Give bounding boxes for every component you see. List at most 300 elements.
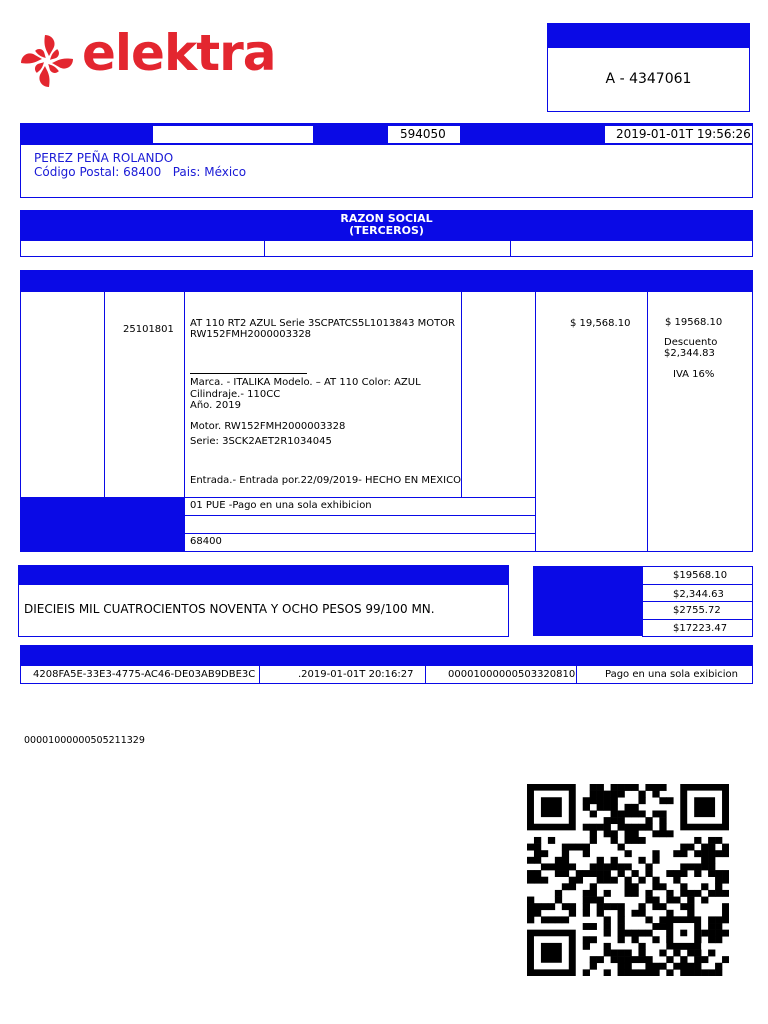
qr-module [527,897,534,904]
qr-module [590,784,597,791]
qr-module [708,930,715,937]
qr-module [618,817,625,824]
qr-module [583,903,590,910]
item-descuento-value: $2,344.83 [664,348,715,359]
qr-module [597,857,604,864]
qr-module [631,910,638,917]
qr-module [583,824,590,831]
qr-module [631,930,638,937]
qr-module [534,870,541,877]
qr-module [715,890,722,897]
qr-module [701,969,708,976]
qr-module [597,791,604,798]
qr-module [659,950,666,957]
qr-module [597,870,604,877]
qr-module [562,857,569,864]
qr-module [708,870,715,877]
qr-module [722,870,729,877]
qr-module [597,784,604,791]
qr-module [680,903,687,910]
qr-module [722,890,729,897]
qr-module [666,830,673,837]
total-discount: $2,344.63 [673,589,724,600]
qr-module [604,870,611,877]
qr-module [631,830,638,837]
qr-module [715,877,722,884]
qr-module [534,910,541,917]
qr-module [583,797,590,804]
qr-module [618,956,625,963]
qr-module [638,943,645,950]
qr-module [541,850,548,857]
qr-module [652,877,659,884]
qr-module [645,890,652,897]
qr-module [687,890,694,897]
qr-module [708,890,715,897]
total-iva: $2755.72 [673,605,721,616]
qr-module [631,824,638,831]
qr-module [597,956,604,963]
payment-postal-row [184,533,536,552]
qr-module [694,850,701,857]
qr-module [562,916,569,923]
amount-words-bar [18,565,509,585]
qr-module [652,883,659,890]
total-row-total [642,619,753,637]
item-motor: Motor. RW152FMH2000003328 [190,421,346,432]
header-row-number: 594050 [400,127,446,141]
items-col-qty [461,291,536,498]
stamp-certificate: 00001000000503320810 [448,669,576,680]
qr-module [555,916,562,923]
qr-module [611,817,618,824]
qr-module [645,817,652,824]
qr-module [652,903,659,910]
qr-module [652,897,659,904]
qr-module [548,837,555,844]
qr-module [618,916,625,923]
qr-module [611,837,618,844]
qr-module [590,870,597,877]
sat-certificate: 00001000000505211329 [24,735,145,746]
qr-module [527,857,534,864]
qr-module [611,877,618,884]
qr-module [562,844,569,851]
qr-module [590,883,597,890]
qr-module [659,916,666,923]
qr-module [631,837,638,844]
qr-module [618,930,625,937]
totals-label-bar [533,566,643,636]
qr-module [708,837,715,844]
qr-module [715,969,722,976]
qr-module [652,969,659,976]
qr-module [597,824,604,831]
folio-number: A - 4347061 [605,71,692,87]
qr-module [618,969,625,976]
qr-module [611,863,618,870]
qr-module [701,883,708,890]
qr-module [555,890,562,897]
qr-module [659,797,666,804]
qr-module [562,903,569,910]
qr-module [638,877,645,884]
qr-module [618,910,625,917]
qr-module [652,850,659,857]
items-col-code [104,291,185,498]
qr-module [576,870,583,877]
qr-module [673,870,680,877]
qr-module [645,930,652,937]
qr-module [715,923,722,930]
qr-module [555,870,562,877]
qr-module [708,936,715,943]
qr-module [611,810,618,817]
qr-module [659,810,666,817]
qr-module [604,950,611,957]
header-row-datetime-field [604,125,753,144]
qr-module [618,903,625,910]
elektra-swirl-icon [18,32,76,90]
qr-module [548,903,555,910]
qr-module [659,923,666,930]
qr-module [590,830,597,837]
folio-box [547,47,750,112]
qr-module [583,943,590,950]
qr-module [722,850,729,857]
qr-module [597,877,604,884]
total-subtotal: $19568.10 [673,570,728,581]
total-row-subtotal [642,566,753,585]
qr-module [638,857,645,864]
qr-module [638,837,645,844]
qr-module [611,791,618,798]
qr-module [604,791,611,798]
qr-module [618,936,625,943]
qr-module [638,824,645,831]
qr-module [569,844,576,851]
qr-module [680,963,687,970]
qr-module [534,877,541,884]
qr-module [625,837,632,844]
qr-module [590,890,597,897]
qr-module [597,897,604,904]
qr-module [527,870,534,877]
qr-module [611,956,618,963]
qr-module [604,877,611,884]
qr-module [715,883,722,890]
qr-module [625,883,632,890]
qr-module [659,817,666,824]
qr-module [687,963,694,970]
qr-module [541,877,548,884]
qr-module [631,969,638,976]
qr-module [715,936,722,943]
qr-module [694,837,701,844]
qr-module [708,923,715,930]
qr-module [701,857,708,864]
qr-module [611,950,618,957]
qr-module [611,903,618,910]
qr-module [583,870,590,877]
qr-module [604,969,611,976]
qr-module [694,863,701,870]
stamp-date-field [259,665,426,684]
qr-module [625,963,632,970]
qr-module [625,969,632,976]
qr-module [631,870,638,877]
item-description-1: AT 110 RT2 AZUL Serie 3SCPATCS5L1013843 MOTOR [190,318,456,329]
qr-module [687,897,694,904]
qr-module [638,810,645,817]
qr-module [604,930,611,937]
qr-module [645,916,652,923]
razon-social-cell-2 [264,240,511,257]
qr-module [555,897,562,904]
qr-module [548,916,555,923]
description-divider [190,373,307,374]
qr-module [590,837,597,844]
qr-module [527,877,534,884]
customer-postal-line: Código Postal: 68400 Pais: México [34,165,247,179]
qr-module [618,963,625,970]
qr-module [590,863,597,870]
qr-module [687,969,694,976]
qr-module [715,850,722,857]
qr-module [701,863,708,870]
qr-module [722,910,729,917]
item-anio: Año. 2019 [190,400,241,411]
qr-module [527,903,534,910]
qr-module [715,916,722,923]
qr-module [701,844,708,851]
qr-module [708,863,715,870]
qr-module [722,844,729,851]
qr-module [694,956,701,963]
qr-module [534,844,541,851]
qr-module [645,863,652,870]
qr-module [548,863,555,870]
qr-module [611,797,618,804]
qr-module [673,897,680,904]
header-row-number-field [387,125,461,144]
stamp-header-bar [20,645,753,666]
qr-module [645,870,652,877]
razon-social-title: RAZON SOCIAL [340,212,433,225]
qr-module [625,890,632,897]
qr-module [680,870,687,877]
qr-module [701,897,708,904]
qr-module [722,930,729,937]
qr-module [604,830,611,837]
qr-module [680,863,687,870]
razon-social-subtitle: (TERCEROS) [349,224,424,237]
amount-words-box [18,584,509,637]
qr-module [604,804,611,811]
item-cilindraje: Cilindraje.- 110CC [190,389,281,400]
qr-module [583,897,590,904]
qr-module [645,963,652,970]
qr-module [618,810,625,817]
qr-module [625,784,632,791]
qr-module [583,804,590,811]
qr-module [576,877,583,884]
qr-module [666,890,673,897]
qr-module [673,963,680,970]
qr-module [645,784,652,791]
qr-module [618,784,625,791]
qr-code-icon [527,784,729,976]
qr-module [618,950,625,957]
qr-module [659,963,666,970]
qr-module [694,963,701,970]
qr-module [694,969,701,976]
qr-module [590,824,597,831]
qr-module [652,830,659,837]
razon-social-cell-3 [510,240,753,257]
item-description-2: RW152FMH2000003328 [190,329,312,340]
qr-module [701,956,708,963]
items-col-description [184,291,462,498]
qr-module [569,910,576,917]
qr-module [583,969,590,976]
qr-module [708,969,715,976]
elektra-logo [18,24,278,90]
qr-module [631,883,638,890]
qr-module [694,890,701,897]
qr-module [708,916,715,923]
item-code: 25101801 [123,324,174,335]
qr-module [645,956,652,963]
qr-module [652,784,659,791]
qr-module [569,877,576,884]
qr-module [659,883,666,890]
qr-module [597,804,604,811]
qr-module [715,870,722,877]
customer-box [20,144,753,198]
qr-module [666,897,673,904]
header-row-datetime: 2019-01-01T 19:56:26 [616,127,751,141]
qr-module [625,824,632,831]
qr-module [708,844,715,851]
qr-module [611,830,618,837]
qr-module [618,870,625,877]
qr-module [527,916,534,923]
qr-module [680,890,687,897]
qr-module [618,863,625,870]
qr-module [534,837,541,844]
item-unit-price: $ 19,568.10 [570,318,631,329]
qr-module [569,903,576,910]
qr-module [590,963,597,970]
qr-module [715,930,722,937]
header-row-blank-field [152,125,314,144]
qr-module [673,850,680,857]
amount-in-words: DIECIEIS MIL CUATROCIENTOS NOVENTA Y OCHO PESOS 99/100 MN. [24,602,435,616]
folio-header-bar [547,23,750,48]
qr-module [687,863,694,870]
qr-module [652,923,659,930]
item-amount: $ 19568.10 [665,317,723,328]
qr-module [534,857,541,864]
item-iva-label: IVA 16% [673,369,715,380]
qr-module [659,824,666,831]
qr-module [604,890,611,897]
qr-module [590,791,597,798]
qr-module [722,903,729,910]
qr-module [687,844,694,851]
qr-module [527,844,534,851]
qr-module [638,950,645,957]
qr-module [625,850,632,857]
brand-name: elektra [82,24,276,82]
qr-module [666,870,673,877]
qr-module [611,857,618,864]
qr-module [590,897,597,904]
qr-module [638,797,645,804]
qr-module [701,850,708,857]
customer-name: PEREZ PEÑA ROLANDO [34,151,174,165]
qr-module [638,969,645,976]
qr-module [597,863,604,870]
qr-module [680,844,687,851]
qr-module [666,797,673,804]
qr-module [534,903,541,910]
qr-module [625,804,632,811]
qr-module [590,936,597,943]
item-marca: Marca. - ITALIKA Modelo. – AT 110 Color: AZUL [190,377,421,388]
razon-social-bar [20,210,753,241]
payment-label-bar [20,497,185,552]
item-serie: Serie: 3SCK2AET2R1034045 [190,436,332,447]
qr-module [583,910,590,917]
qr-module [652,963,659,970]
payment-blank-row [184,515,536,534]
razon-social-cell-1 [20,240,265,257]
qr-module [590,956,597,963]
qr-module [590,923,597,930]
stamp-date: .2019-01-01T 20:16:27 [298,669,414,680]
qr-module [645,824,652,831]
qr-module [541,797,562,817]
qr-module [604,943,611,950]
qr-module [715,963,722,970]
qr-module [534,850,541,857]
qr-module [694,950,701,957]
qr-module [659,830,666,837]
qr-module [652,936,659,943]
qr-module [687,910,694,917]
qr-module [687,950,694,957]
qr-module [638,791,645,798]
qr-module [625,930,632,937]
items-col-unit-price [535,291,648,552]
qr-module [722,877,729,884]
items-col-amount [647,291,753,552]
qr-module [583,844,590,851]
qr-module [604,817,611,824]
qr-module [680,969,687,976]
qr-module [597,903,604,910]
qr-module [638,930,645,937]
qr-module [673,877,680,884]
qr-module [625,877,632,884]
qr-module [618,844,625,851]
stamp-uuid: 4208FA5E-33E3-4775-AC46-DE03AB9DBE3C [33,669,256,680]
qr-module [618,791,625,798]
qr-module [590,797,597,804]
qr-module [583,890,590,897]
